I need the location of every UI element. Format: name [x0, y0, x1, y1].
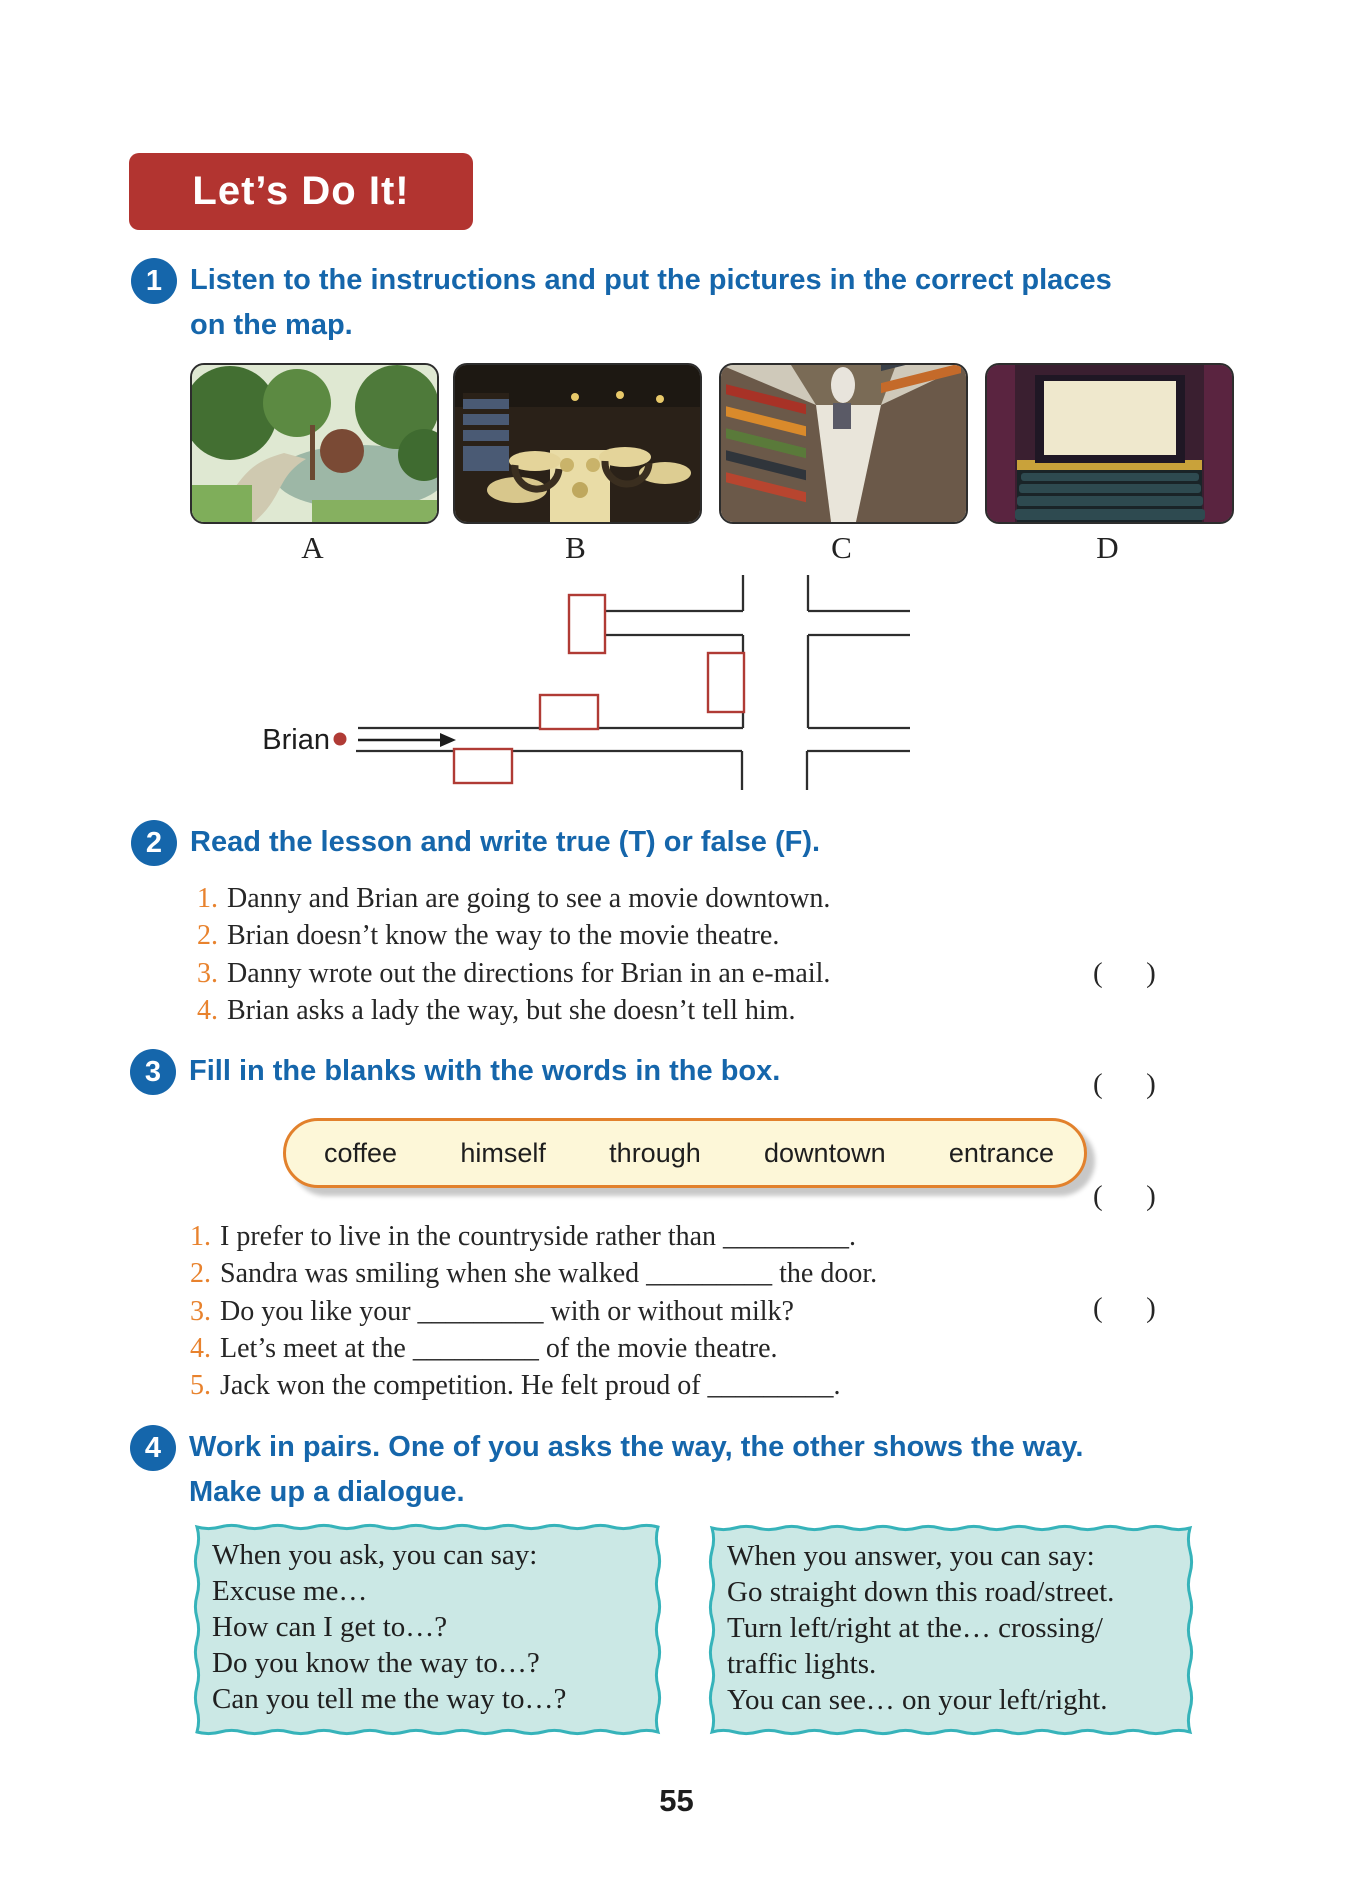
- picture-label-a: A: [301, 530, 324, 565]
- fb-item-5: [190, 1367, 877, 1404]
- section-4-header: [130, 1425, 1083, 1515]
- picture-label-b: B: [565, 530, 586, 565]
- banner-title: Let’s Do It!: [192, 169, 410, 213]
- word-through: through: [609, 1137, 701, 1168]
- tf-item-1: [197, 880, 830, 917]
- map-placement-box-3: [540, 695, 598, 729]
- fb-item-4-number: 4.: [190, 1332, 211, 1364]
- tf-item-3: [197, 955, 830, 992]
- section-1-heading-line-2: on the map.: [190, 309, 353, 341]
- word-entrance: entrance: [948, 1137, 1054, 1168]
- street-map: [250, 565, 930, 800]
- dialogue-ask-box: [192, 1522, 663, 1737]
- page-number: 55: [659, 1783, 694, 1818]
- word-downtown: downtown: [764, 1137, 886, 1168]
- answer-slot-1: ( ): [1093, 956, 1156, 989]
- fb-item-4-text: Let’s meet at the _________ of the movie theatre.: [220, 1332, 778, 1364]
- tf-item-2-text: Brian doesn’t know the way to the movie theatre.: [227, 920, 780, 952]
- word-box: [283, 1118, 1087, 1188]
- section-1-heading-line-1: Listen to the instructions and put the pictures in the correct places: [190, 264, 1112, 296]
- fb-item-1-number: 1.: [190, 1221, 211, 1252]
- tf-item-4-number: 4.: [197, 994, 218, 1026]
- word-himself: himself: [460, 1137, 546, 1168]
- fill-blanks-list: [190, 1218, 877, 1404]
- fb-item-1: [190, 1218, 877, 1255]
- answer-slot-column: [1093, 880, 1156, 1365]
- tf-item-2-number: 2.: [197, 920, 218, 952]
- ask-line-3: How can I get to…?: [212, 1611, 448, 1643]
- answer-line-2: Go straight down this road/street.: [727, 1576, 1115, 1608]
- tf-item-3-text: Danny wrote out the directions for Brian in an e-mail.: [227, 957, 831, 989]
- brian-start-dot: [334, 733, 347, 746]
- section-4-heading: [189, 1425, 1083, 1515]
- tf-item-2: [197, 917, 830, 954]
- section-4-heading-line-1: Work in pairs. One of you asks the way, the other shows the way.: [189, 1431, 1084, 1463]
- word-coffee: coffee: [324, 1137, 398, 1168]
- tf-item-4: [197, 992, 830, 1029]
- tf-item-1-number: 1.: [197, 883, 218, 914]
- answer-line-1: When you answer, you can say:: [727, 1540, 1095, 1572]
- fb-item-3-number: 3.: [190, 1295, 211, 1327]
- section-3-heading: Fill in the blanks with the words in the box.: [189, 1055, 781, 1087]
- section-2-heading: Read the lesson and write true (T) or false (F).: [190, 826, 821, 858]
- section-3-number-badge: 3: [130, 1049, 176, 1095]
- direction-arrow-icon: [358, 733, 456, 747]
- fb-item-2-text: Sandra was smiling when she walked _________ the door.: [220, 1258, 878, 1290]
- ask-line-1: When you ask, you can say:: [212, 1539, 538, 1571]
- fb-item-2: [190, 1255, 877, 1292]
- map-placement-box-4: [454, 749, 512, 783]
- true-false-list: [197, 880, 830, 1029]
- restaurant-photo: [453, 363, 702, 524]
- park-photo-art: [192, 365, 437, 522]
- answer-line-4: traffic lights.: [727, 1648, 877, 1680]
- section-4-number-badge: 4: [130, 1425, 176, 1471]
- answer-slot-4: ( ): [1093, 1292, 1156, 1325]
- tf-item-4-text: Brian asks a lady the way, but she doesn’t tell him.: [227, 994, 796, 1026]
- street-map-drawing: [250, 565, 930, 800]
- ask-line-4: Do you know the way to…?: [212, 1647, 540, 1679]
- tf-item-3-number: 3.: [197, 957, 218, 989]
- ask-line-2: Excuse me…: [212, 1575, 368, 1607]
- restaurant-photo-art: [455, 365, 700, 522]
- fb-item-1-text: I prefer to live in the countryside rather than _________.: [220, 1221, 857, 1252]
- section-1-heading: [190, 258, 1112, 348]
- answer-line-5: You can see… on your left/right.: [727, 1684, 1108, 1716]
- section-1-header: [131, 258, 1112, 348]
- fb-item-2-number: 2.: [190, 1258, 211, 1290]
- fb-item-5-number: 5.: [190, 1370, 211, 1402]
- movie-theatre-photo: [985, 363, 1234, 524]
- brian-start-label: Brian: [262, 724, 330, 756]
- answer-slot-2: ( ): [1093, 1068, 1156, 1101]
- park-photo: [190, 363, 439, 524]
- fb-item-3-text: Do you like your _________ with or without milk?: [220, 1295, 794, 1327]
- fb-item-5-text: Jack won the competition. He felt proud of _________.: [220, 1370, 841, 1402]
- picture-label-d: D: [1096, 530, 1119, 565]
- section-1-number-badge: 1: [131, 258, 177, 304]
- map-placement-box-1: [569, 595, 605, 653]
- section-4-heading-line-2: Make up a dialogue.: [189, 1476, 465, 1508]
- section-2-header: [131, 820, 820, 866]
- section-3-header: [130, 1049, 780, 1095]
- tf-item-1-text: Danny and Brian are going to see a movie downtown.: [227, 883, 831, 914]
- dialogue-answer-text: [707, 1523, 1195, 1718]
- map-placement-box-2: [708, 653, 744, 712]
- answer-line-3: Turn left/right at the… crossing/: [727, 1612, 1103, 1644]
- fb-item-4: [190, 1330, 877, 1367]
- map-roads: [356, 575, 910, 790]
- section-2-number-badge: 2: [131, 820, 177, 866]
- movie-theatre-photo-art: [987, 365, 1232, 522]
- fb-item-3: [190, 1293, 877, 1330]
- lets-do-it-banner: [129, 153, 473, 230]
- ask-line-5: Can you tell me the way to…?: [212, 1683, 567, 1715]
- supermarket-photo-art: [721, 365, 966, 522]
- supermarket-photo: [719, 363, 968, 524]
- dialogue-ask-text: [192, 1522, 663, 1717]
- dialogue-answer-box: [707, 1523, 1195, 1737]
- picture-label-c: C: [831, 530, 852, 565]
- answer-slot-3: ( ): [1093, 1180, 1156, 1213]
